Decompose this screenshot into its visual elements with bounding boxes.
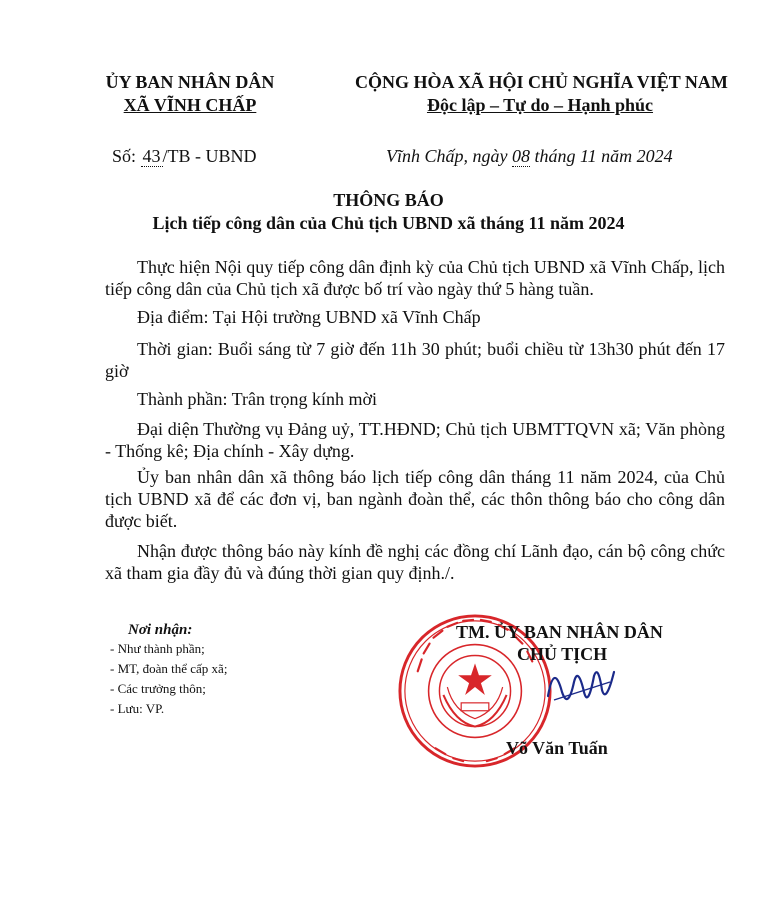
body-paragraph-announcement: Ủy ban nhân dân xã thông báo lịch tiếp công dân tháng 11 năm 2024, của Chủ tịch UBND xã để các đơn vị, ban ngành đoàn thể, các thôn thông báo cho công dân được biết.: [105, 467, 725, 531]
date-suffix: tháng 11 năm 2024: [530, 146, 673, 166]
date-prefix: Vĩnh Chấp, ngày: [386, 146, 512, 166]
signature-position: CHỦ TỊCH: [517, 644, 608, 664]
document-title: THÔNG BÁO: [333, 190, 444, 210]
document-number-value: 43: [142, 146, 161, 166]
body-paragraph-location: Địa điểm: Tại Hội trường UBND xã Vĩnh Chấp: [137, 307, 481, 327]
signature-title: TM. ỦY BAN NHÂN DÂN: [456, 622, 663, 642]
agency-name: ỦY BAN NHÂN DÂN: [105, 72, 275, 92]
document-number-suffix: /TB - UBND: [162, 146, 257, 166]
body-paragraph-1: Thực hiện Nội quy tiếp công dân định kỳ của Chủ tịch UBND xã Vĩnh Chấp, lịch tiếp công dân của Chủ tịch xã được bố trí vào ngày thứ 5 hàng tuần.: [105, 257, 725, 299]
body-paragraph-request: Nhận được thông báo này kính đề nghị các đồng chí Lãnh đạo, cán bộ công chức xã tham gia đầy đủ và đúng thời gian quy định./.: [105, 541, 725, 583]
national-motto: Độc lập – Tự do – Hạnh phúc: [426, 95, 654, 115]
date-line: [386, 146, 673, 167]
document-number: [112, 146, 257, 167]
national-title: CỘNG HÒA XÃ HỘI CHỦ NGHĨA VIỆT NAM: [355, 72, 728, 92]
state-emblem-icon: [439, 655, 510, 726]
date-day: 08: [512, 146, 530, 166]
recipient-item: - Các trưởng thôn;: [110, 681, 206, 696]
body-paragraph-participants: Thành phần: Trân trọng kính mời: [137, 389, 378, 409]
recipient-item: - Như thành phần;: [110, 641, 205, 656]
recipients-label: Nơi nhận:: [128, 622, 193, 638]
body-paragraph-time: Thời gian: Buổi sáng từ 7 giờ đến 11h 30 phút; buổi chiều từ 13h30 phút đến 17 giờ: [105, 339, 725, 381]
document-subtitle: Lịch tiếp công dân của Chủ tịch UBND xã tháng 11 năm 2024: [152, 213, 625, 233]
recipient-item: - MT, đoàn thể cấp xã;: [110, 661, 228, 676]
document-number-prefix: Số:: [112, 146, 141, 166]
signer-name: Võ Văn Tuấn: [506, 738, 608, 758]
recipient-item: - Lưu: VP.: [110, 701, 165, 716]
body-paragraph-representatives: Đại diện Thường vụ Đảng uỷ, TT.HĐND; Chủ tịch UBMTTQVN xã; Văn phòng - Thống kê; Địa chính - Xây dựng.: [105, 419, 725, 461]
commune-name: XÃ VĨNH CHẤP: [123, 95, 257, 115]
